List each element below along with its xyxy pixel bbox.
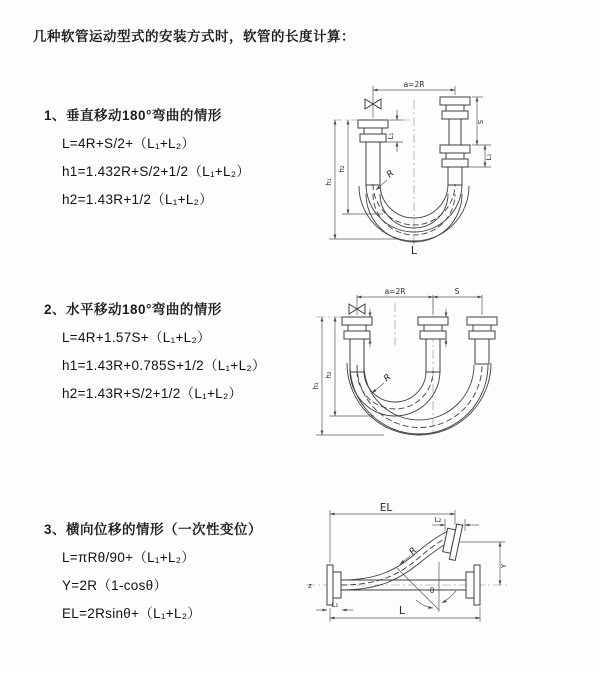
formula-line: h2=1.43R+S/2+1/2（L₁+L₂） [62, 386, 243, 401]
braided-hose-section [448, 167, 462, 185]
y-label: Y [500, 563, 508, 569]
section-3-heading: 3、横向位移的情形（一次性变位） [44, 522, 263, 537]
hose-s-curve [341, 531, 454, 590]
height2-label: h₂ [325, 371, 333, 379]
diagram-horizontal-180 [312, 283, 597, 458]
formula-line: EL=2Rsinθ+（L₁+L₂） [62, 606, 202, 621]
braided-hose-section [475, 339, 489, 364]
section-1-heading: 1、垂直移动180°弯曲的情形 [44, 108, 222, 123]
flange-right-lower [440, 145, 470, 167]
length-label: L [398, 604, 406, 617]
formula-line: h1=1.432R+S/2+1/2（L₁+L₂） [62, 164, 251, 179]
section-2-formulas [62, 330, 266, 402]
l2-label: L₂ [434, 516, 442, 524]
length-label: L [410, 244, 418, 257]
document-title: 几种软管运动型式的安装方式时，软管的长度计算： [33, 29, 355, 44]
height1-label: h₁ [312, 382, 320, 390]
formula-line: L=πRθ/90+（L₁+L₂） [62, 550, 196, 565]
diagram-lateral-displacement [298, 500, 600, 650]
flange-middle [418, 317, 448, 339]
section-3-formulas [62, 550, 262, 622]
pipe-walls [449, 119, 461, 145]
offset-label: S [454, 287, 460, 296]
fitting-length-label: L₁ [387, 132, 395, 140]
theta-label: θ [429, 586, 435, 595]
dimension-lines [316, 295, 482, 435]
dim-label-span: a=2R [403, 80, 425, 89]
section-2-heading: 2、水平移动180°弯曲的情形 [44, 302, 222, 317]
flange-left [327, 565, 341, 605]
height2-label: h₂ [338, 165, 346, 173]
height1-label: h₁ [325, 178, 333, 186]
formula-line: h2=1.43R+1/2（L₁+L₂） [62, 192, 213, 207]
radius-label: R [385, 168, 397, 181]
centerline-mark: z [308, 582, 312, 590]
flange-right-shifted [467, 317, 497, 339]
flange-left [342, 317, 372, 339]
stroke-label: S [477, 119, 485, 125]
formula-line: h1=1.43R+0.785S+1/2（L₁+L₂） [62, 358, 266, 373]
braided-hose-section [366, 142, 380, 185]
section-lateral-displacement [44, 518, 262, 622]
flange-left [358, 120, 388, 142]
flange-right-upper [440, 97, 470, 119]
el-label: EL [379, 502, 393, 514]
formula-line: L=4R+S/2+（L₁+L₂） [62, 136, 196, 151]
formula-line: L=4R+1.57S+（L₁+L₂） [62, 330, 211, 345]
flange-right [466, 565, 480, 605]
radius-label: R [382, 372, 394, 385]
diagram-vertical-180 [313, 74, 598, 259]
fitting-length-label: L₁ [485, 153, 493, 161]
radius-label: R [407, 545, 420, 558]
section-1-formulas [62, 136, 250, 208]
dim-label-span: a=2R [384, 287, 406, 296]
section-horizontal-180 [44, 298, 266, 402]
hose-bend-arcs [347, 363, 491, 435]
section-vertical-180 [44, 104, 250, 208]
formula-line: Y=2R（1-cosθ） [62, 578, 168, 593]
l1-label: L₁ [331, 601, 339, 609]
